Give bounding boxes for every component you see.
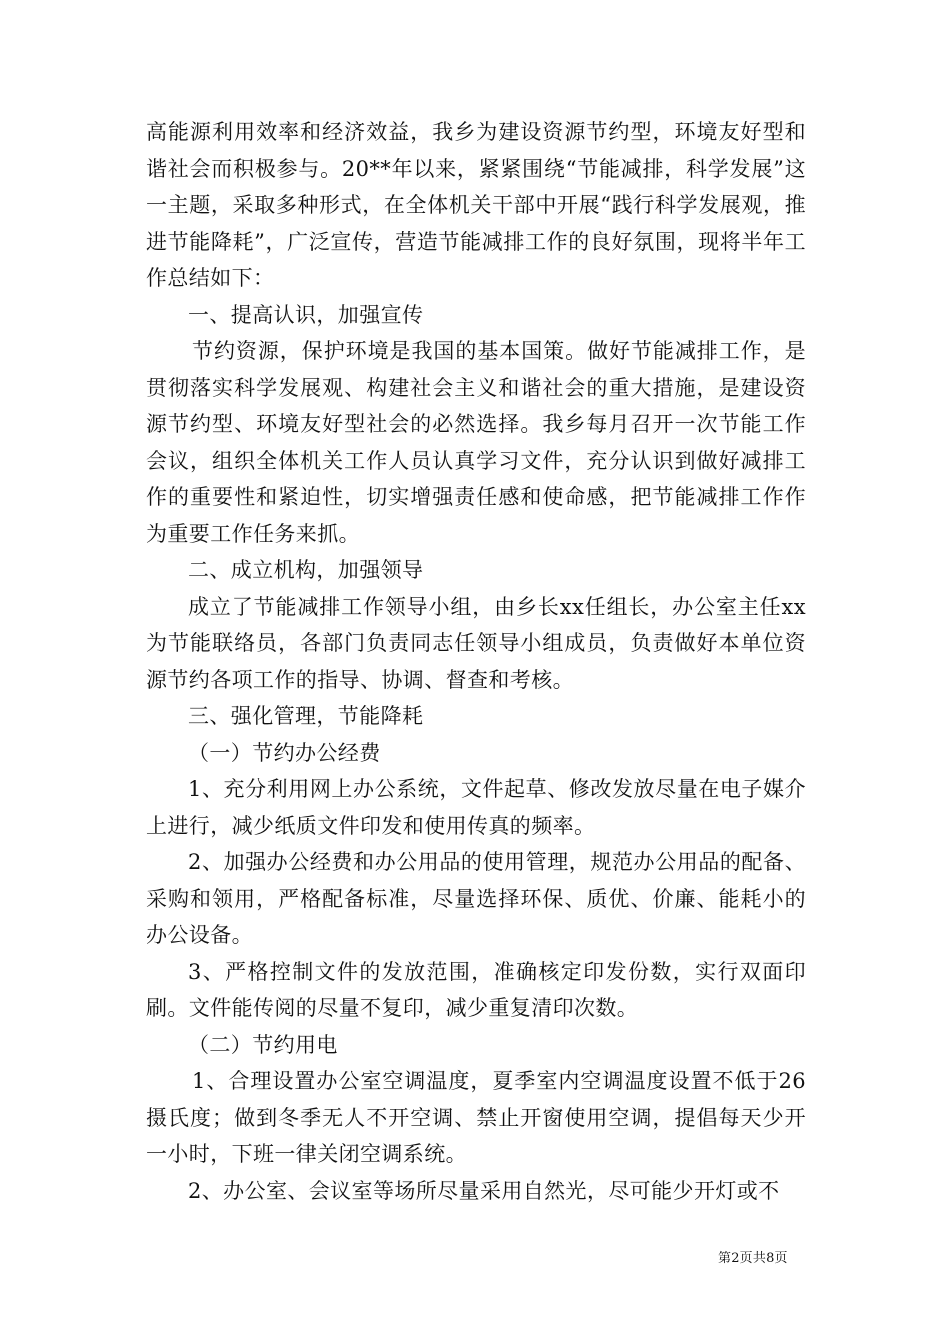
page-number: 第2页共8页 xyxy=(718,1251,788,1266)
document-body xyxy=(146,114,806,1209)
section-heading-1: 一、提高认识，加强宣传 xyxy=(188,302,424,327)
section-heading-2: 二、成立机构，加强领导 xyxy=(188,558,424,582)
list-item-office-3: 3、严格控制文件的发放范围，准确核定印发份数，实行双面印刷。文件能传阅的尽量不复印，减少重复清印次数。 xyxy=(146,959,806,1020)
paragraph-section-1: 节约资源，保护环境是我国的基本国策。做好节能减排工作，是贯彻落实科学发展观、构建社会主义和谐社会的重大措施，是建设资源节约型、环境友好型社会的必然选择。我乡每月召开一次节能工作会议，组织全体机关工作人员认真学习文件，充分认识到做好减排工作的重要性和紧迫性，切实增强责任感和使命感，把节能减排工作作为重要工作任务来抓。 xyxy=(146,339,806,546)
subsection-heading-electricity: （二）节约用电 xyxy=(188,1032,338,1057)
list-item-electricity-2: 2、办公室、会议室等场所尽量采用自然光，尽可能少开灯或不 xyxy=(188,1178,780,1203)
list-item-office-2: 2、加强办公经费和办公用品的使用管理，规范办公用品的配备、采购和领用，严格配备标准，尽量选择环保、质优、价廉、能耗小的办公设备。 xyxy=(146,850,806,947)
list-item-office-1: 1、充分利用网上办公系统，文件起草、修改发放尽量在电子媒介上进行，减少纸质文件印发和使用传真的频率。 xyxy=(146,777,806,838)
paragraph-section-2: 成立了节能减排工作领导小组，由乡长xx任组长，办公室主任xx为节能联络员，各部门负责同志任领导小组成员，负责做好本单位资源节约各项工作的指导、协调、督查和考核。 xyxy=(146,594,806,692)
list-item-electricity-1: 1、合理设置办公室空调温度，夏季室内空调温度设置不低于26摄氏度；做到冬季无人不开空调、禁止开窗使用空调，提倡每天少开一小时，下班一律关闭空调系统。 xyxy=(146,1069,806,1166)
section-heading-3: 三、强化管理，节能降耗 xyxy=(188,704,424,728)
subsection-heading-office-expenses: （一）节约办公经费 xyxy=(188,740,381,765)
paragraph-intro-continued: 高能源利用效率和经济效益，我乡为建设资源节约型，环境友好型和谐社会而积极参与。20**年以来，紧紧围绕“节能减排，科学发展”这一主题，采取多种形式，在全体机关干部中开展“践行科学发展观，推进节能降耗”，广泛宣传，营造节能减排工作的良好氛围，现将半年工作总结如下： xyxy=(146,120,806,290)
